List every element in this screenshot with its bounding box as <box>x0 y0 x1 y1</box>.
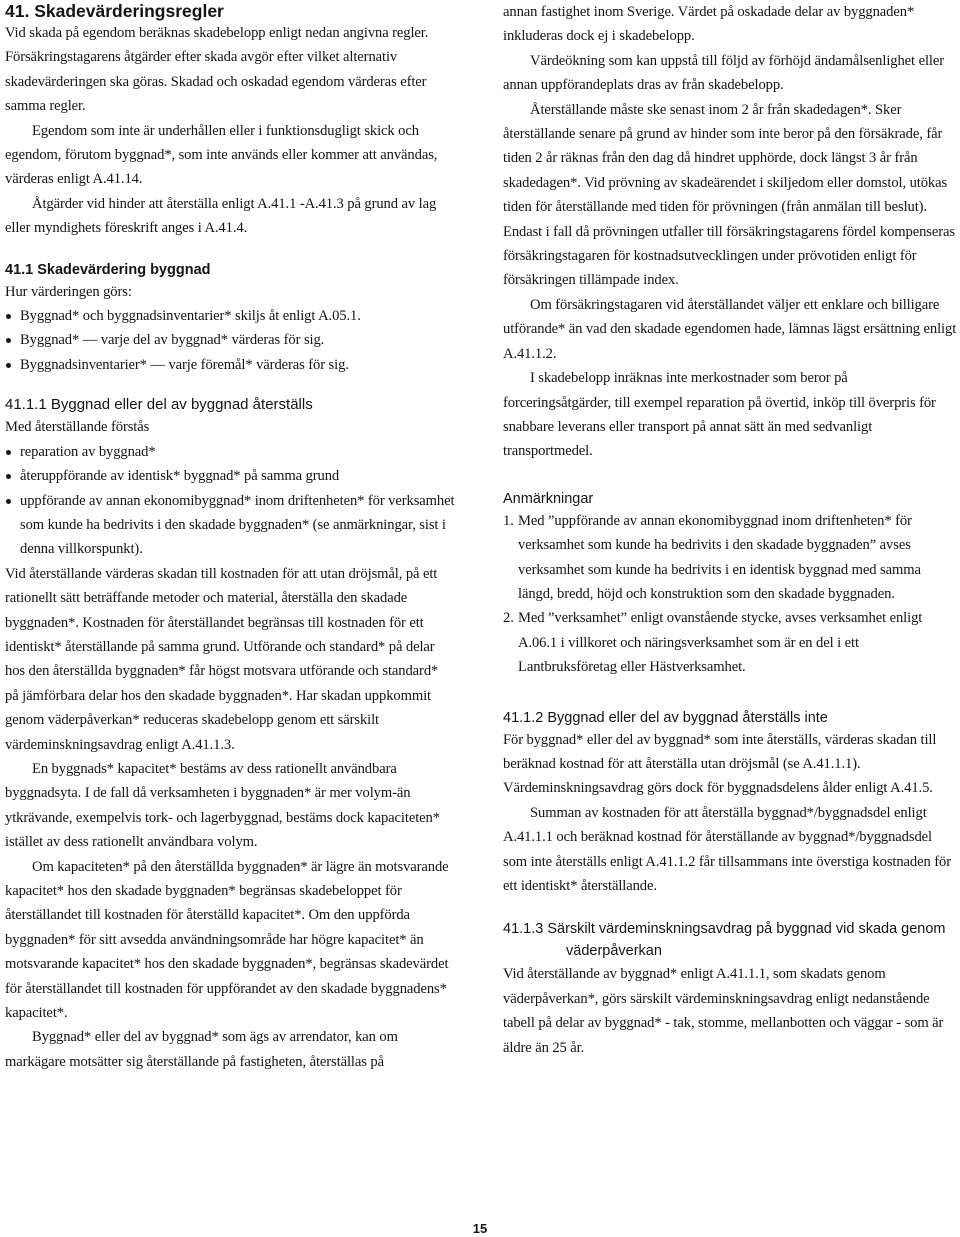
paragraph: För byggnad* eller del av byggnad* som inte återställs, värderas skadan till beräknad kostnad för att återställa utan dröjsmål (se A.41.1.1). Värdeminskningsavdrag görs dock för byggnadsdelens ålder enligt A.41.5. <box>503 731 937 797</box>
bullet-list <box>5 304 455 377</box>
list-number: 2. <box>503 610 514 627</box>
paragraph: Hur värderingen görs: <box>5 283 132 300</box>
remarks-heading: Anmärkningar <box>503 490 594 507</box>
section-heading-41-1-2: 41.1.2 Byggnad eller del av byggnad återställs inte <box>503 709 828 726</box>
page-number: 15 <box>472 1221 488 1236</box>
paragraph: En byggnads* kapacitet* bestäms av dess rationellt användbara byggnadsyta. I de fall då verksamheten i byggnaden* är mer volym-än ytkrävande, exempelvis tork- och lagerbyggnad, bestäms dock kapaciteten* istället av dess rationellt användbara volym. <box>5 760 440 851</box>
section-heading-41-1-1: 41.1.1 Byggnad eller del av byggnad återställs <box>5 396 313 414</box>
section-heading-41-1-3: 41.1.3 Särskilt värdeminskningsavdrag på byggnad vid skada genom väderpåverkan <box>503 921 946 960</box>
bullet-list <box>5 440 455 562</box>
paragraph: Vid återställande värderas skadan till kostnaden för att utan dröjsmål, på ett rationellt sätt beträffande metoder och material, återställa den skadade byggnaden*. Kostnaden för återställandet begränsas till kostnaden för ett identiskt* återställande på samma grund. Utförande och standard* på delar hos den återställda byggnaden* får högst motsvara utförande och standard* på jämförbara delar hos den skadade byggnaden*. Har skadan uppkommit genom väderpåverkan* reduceras skadebelopp genom ett särskilt värdeminskningsavdrag enligt A.41.1.3. <box>5 565 439 753</box>
list-number: 1. <box>503 512 514 529</box>
paragraph: Om försäkringstagaren vid återställandet väljer ett enklare och billigare utförande* än vad den skadade egendomen hade, lämnas lägst ersättning enligt A.41.1.2. <box>503 296 957 362</box>
list-item: Byggnad* och byggnadsinventarier* skiljs åt enligt A.05.1. <box>5 304 455 328</box>
list-item-text: Med ”uppförande av annan ekonomibyggnad inom driftenheten* för verksamhet som kunde ha bedrivits i den skadade byggnaden” avses verksamhet som kunde ha bedrivits i en identisk byggnad med samma längd, bredd, höjd och konstruktion som den skadade byggnaden. <box>518 512 921 602</box>
remarks-list <box>503 509 958 680</box>
paragraph: Egendom som inte är underhållen eller i funktionsdugligt skick och egendom, förutom byggnad*, som inte används eller kommer att användas, värderas enligt A.41.14. <box>5 122 438 188</box>
list-item-text: Med ”verksamhet” enligt ovanstående stycke, avses verksamhet enligt A.06.1 i villkoret och näringsverksamhet som är en del i ett Lantbruksföretag eller Hästverksamhet. <box>518 610 923 676</box>
paragraph: Vid återställande av byggnad* enligt A.41.1.1, som skadats genom väderpåverkan*, görs särskilt värdeminskningsavdrag enligt nedanstående tabell på delar av byggnad* - tak, stomme, mellanbotten och väggar - som är äldre än 25 år. <box>503 966 944 1056</box>
list-item: uppförande av annan ekonomibyggnad* inom driftenheten* för verksamhet som kunde ha bedrivits i den skadade byggnaden* (se anmärkningar, sist i denna villkorspunkt). <box>5 489 455 562</box>
paragraph: Byggnad* eller del av byggnad* som ägs av arrendator, kan om markägare motsätter sig återställande på fastigheten, återställas på <box>5 1029 398 1070</box>
list-item <box>503 606 958 679</box>
paragraph: I skadebelopp inräknas inte merkostnader som beror på forceringsåtgärder, till exempel reparation på övertid, inköp till överpris för snabbare leverans eller transport på annat sätt än med sedvanligt transportmedel. <box>503 370 936 460</box>
paragraph: annan fastighet inom Sverige. Värdet på oskadade delar av byggnaden* inkluderas dock ej i skadebelopp. <box>503 4 915 45</box>
paragraph: Värdeökning som kan uppstå till följd av förhöjd ändamålsenlighet eller annan uppförandeplats dras av från skadebelopp. <box>503 52 944 94</box>
paragraph: Om kapaciteten* på den återställda byggnaden* är lägre än motsvarande kapacitet* hos den skadade byggnaden* begränsas skadebeloppet för återställandet till kostnaden för återställd kapacitet*. Om den uppförda byggnaden* för sitt avsedda användningsområde har högre kapacitet* än motsvarande kapacitet* hos den skadade byggnaden*, begränsas skadevärdet för återställandet till kostnaden för uppförandet av den skadade byggnadens* kapacitet*. <box>5 858 449 1022</box>
left-column <box>5 0 455 1074</box>
list-item <box>503 509 958 607</box>
paragraph: Vid skada på egendom beräknas skadebelopp enligt nedan angivna regler. Försäkringstagarens åtgärder efter skada avgör efter vilket alternativ skadevärderingen ska göras. Skadad och oskadad egendom värderas efter samma regler. <box>5 25 429 115</box>
paragraph: Återställande måste ske senast inom 2 år från skadedagen*. Sker återställande senare på grund av hinder som inte beror på den försäkrade, får tiden 2 år räknas från den dag då hindret upphörde, dock längst 3 år från skadedagen*. Vid prövning av skadeärendet i skiljedom eller domstol, utökas tiden för återställande med tiden för prövningen (från anmälan till beslut). Endast i fall då prövningen utfaller till försäkringstagarens fördel kompenseras försäkringstagaren för kostnadsutvecklingen under prövotiden enligt för försäkringen tillämpade index. <box>503 101 955 289</box>
right-column <box>503 0 958 1060</box>
section-heading-41-1: 41.1 Skadevärdering byggnad <box>5 261 211 278</box>
list-item: reparation av byggnad* <box>5 440 455 464</box>
paragraph: Åtgärder vid hinder att återställa enligt A.41.1 -A.41.3 på grund av lag eller myndighets föreskrift anges i A.41.4. <box>5 195 437 237</box>
section-heading-41: 41. Skadevärderingsregler <box>5 1 224 21</box>
list-item: Byggnad* — varje del av byggnad* värderas för sig. <box>5 328 455 352</box>
paragraph: Med återställande förstås <box>5 419 150 436</box>
list-item: återuppförande av identisk* byggnad* på samma grund <box>5 464 455 488</box>
paragraph: Summan av kostnaden för att återställa byggnad*/byggnadsdel enligt A.41.1.1 och beräknad kostnad för återställande av byggnad*/byggnadsdel som inte återställs enligt A.41.1.2 får tillsammans inte överstiga kostnaden för ett identiskt* återställande. <box>503 804 951 894</box>
list-item: Byggnadsinventarier* — varje föremål* värderas för sig. <box>5 353 455 377</box>
